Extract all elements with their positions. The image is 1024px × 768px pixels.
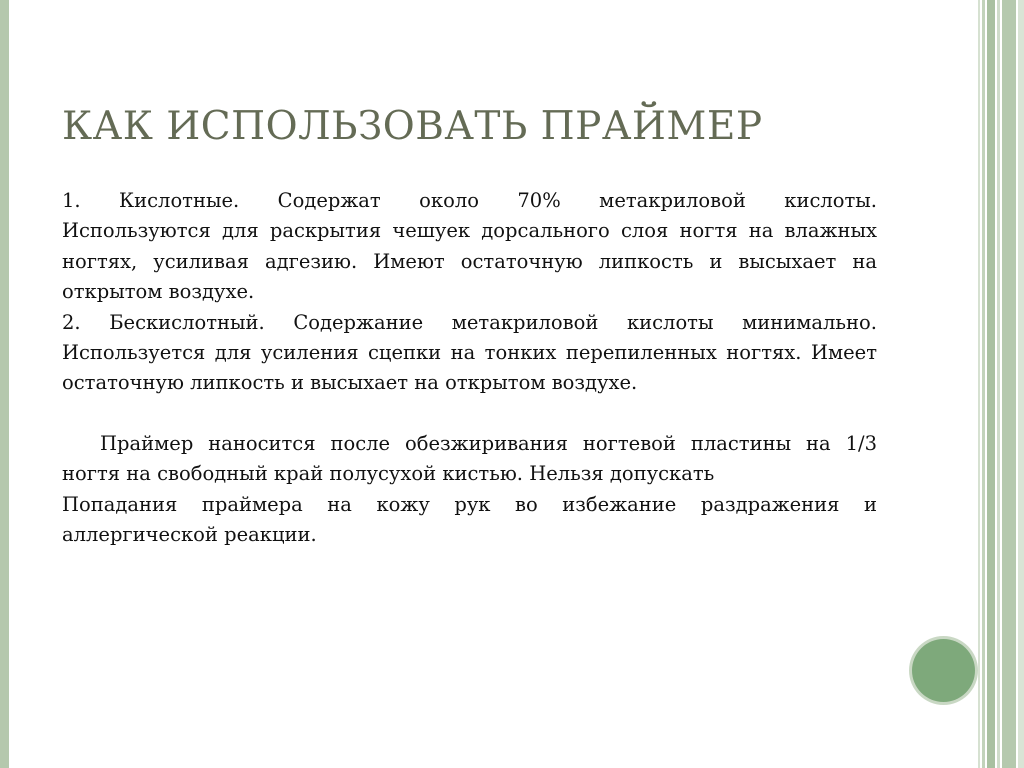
slide-title: КАК ИСПОЛЬЗОВАТЬ ПРАЙМЕР [62, 104, 763, 149]
paragraph-acidic-description: Используются для раскрытия чешуек дорсального слоя ногтя на влажных ногтях, усиливая адгезию. Имеют остаточную липкость и высыхает на открытом воздухе. [62, 219, 877, 304]
stripe [1002, 0, 1016, 768]
stripe [997, 0, 1000, 768]
paragraph-acidic-heading: 1. Кислотные. Содержат около 70% метакриловой кислоты. [62, 189, 877, 212]
stripe [982, 0, 985, 768]
stripe [978, 0, 980, 768]
decorative-circle [912, 639, 975, 702]
paragraph-warning: Попадания праймера на кожу рук во избежание раздражения и аллергической реакции. [62, 492, 877, 547]
stripe [1018, 0, 1024, 768]
right-decorative-stripes [978, 0, 1024, 768]
paragraph-acid-free: 2. Бескислотный. Содержание метакриловой кислоты минимально. Используется для усиления сцепки на тонких перепиленных ногтях. Имеет остаточную липкость и высыхает на открытом воздухе. [62, 310, 877, 395]
slide-body [62, 186, 877, 550]
paragraph-application: Праймер наносится после обезжиривания ногтевой пластины на 1/3 ногтя на свободный край полусухой кистью. Нельзя допускать [62, 431, 877, 486]
left-border [0, 0, 9, 768]
stripe [987, 0, 995, 768]
